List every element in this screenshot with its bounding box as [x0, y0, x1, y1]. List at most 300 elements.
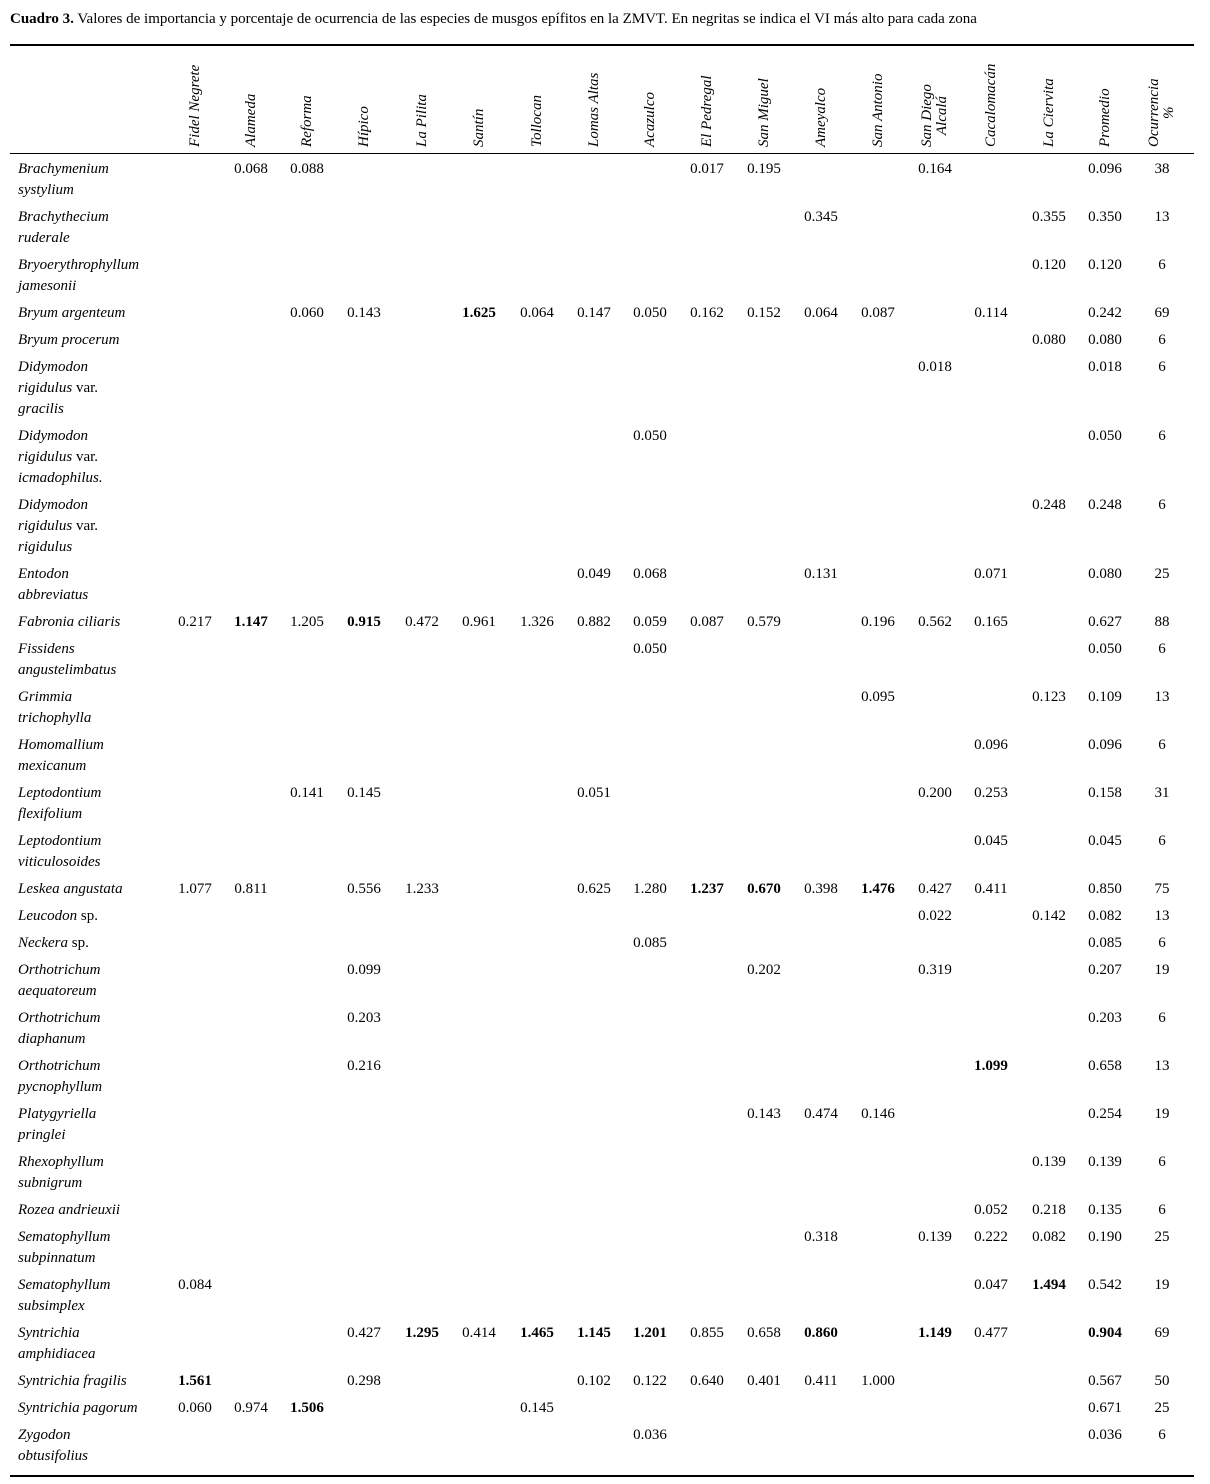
value-cell: 0.085	[1088, 935, 1122, 951]
column-header-row	[0, 45, 1210, 153]
table-row	[0, 251, 1210, 299]
species-name-line	[18, 1077, 168, 1098]
value-cell: 0.355	[1032, 209, 1066, 225]
value-cell: 69	[1154, 1325, 1170, 1341]
value-cell: 0.254	[1088, 1106, 1122, 1122]
value-cell: 1.237	[690, 881, 724, 897]
value-cell: 1.201	[633, 1325, 667, 1341]
species-name-italic: Leptodontium	[18, 785, 102, 801]
value-cell: 0.472	[405, 614, 439, 630]
species-name	[18, 1152, 168, 1194]
column-header: Cacalomacán	[982, 63, 999, 147]
value-cell: 13	[1154, 689, 1170, 705]
value-cell: 19	[1154, 1106, 1170, 1122]
species-name-italic: Brachymenium	[18, 161, 109, 177]
value-cell: 0.050	[1088, 428, 1122, 444]
species-name-line	[18, 879, 168, 900]
species-name	[18, 330, 168, 351]
species-name-line	[18, 639, 168, 660]
value-cell: 0.109	[1088, 689, 1122, 705]
species-name	[18, 960, 168, 1002]
value-cell: 6	[1158, 1427, 1166, 1443]
species-name-italic: jamesonii	[18, 278, 77, 294]
species-name	[18, 1371, 168, 1392]
value-cell: 0.120	[1088, 257, 1122, 273]
species-name-italic: Brachythecium	[18, 209, 109, 225]
species-name	[18, 255, 168, 297]
value-cell: 0.350	[1088, 209, 1122, 225]
column-header: Hípico	[355, 106, 372, 147]
value-cell: 0.579	[747, 614, 781, 630]
table-row	[0, 155, 1210, 203]
value-cell: 6	[1158, 1010, 1166, 1026]
caption-label: Cuadro 3.	[10, 11, 74, 27]
species-name-suffix: var.	[72, 380, 99, 396]
value-cell: 75	[1154, 881, 1170, 897]
species-name-line	[18, 1296, 168, 1317]
species-name-line	[18, 1056, 168, 1077]
value-cell: 0.627	[1088, 614, 1122, 630]
value-cell: 0.217	[178, 614, 212, 630]
table-row	[0, 1367, 1210, 1394]
value-cell: 0.082	[1032, 1229, 1066, 1245]
table-row	[0, 353, 1210, 422]
species-name-italic: diaphanum	[18, 1031, 86, 1047]
table-row	[0, 731, 1210, 779]
table-row	[0, 299, 1210, 326]
species-name-italic: Orthotrichum	[18, 962, 101, 978]
species-name-line	[18, 1323, 168, 1344]
species-name-line	[18, 303, 168, 324]
column-header: Alameda	[242, 93, 259, 147]
value-cell: 1.205	[290, 614, 324, 630]
species-name-italic: rigidulus	[18, 449, 73, 465]
species-name-line	[18, 1104, 168, 1125]
species-name	[18, 1398, 168, 1419]
value-cell: 0.120	[1032, 257, 1066, 273]
species-name-italic: flexifolium	[18, 806, 83, 822]
species-name-line	[18, 180, 168, 201]
value-cell: 0.141	[290, 785, 324, 801]
value-cell: 0.222	[974, 1229, 1008, 1245]
value-cell: 0.036	[1088, 1427, 1122, 1443]
value-cell: 13	[1154, 908, 1170, 924]
value-cell: 0.411	[804, 1373, 838, 1389]
value-cell: 0.195	[747, 161, 781, 177]
table-row	[0, 1052, 1210, 1100]
species-name	[18, 1104, 168, 1146]
column-header: Reforma	[298, 95, 315, 147]
value-cell: 0.050	[1088, 641, 1122, 657]
column-header: Promedio	[1096, 88, 1113, 147]
value-cell: 0.567	[1088, 1373, 1122, 1389]
value-cell: 1.561	[178, 1373, 212, 1389]
column-header: La Pilita	[413, 94, 430, 147]
value-cell: 1.295	[405, 1325, 439, 1341]
species-name-italic: Entodon	[18, 566, 69, 582]
value-cell: 0.401	[747, 1373, 781, 1389]
species-name	[18, 1227, 168, 1269]
species-name-line	[18, 447, 168, 468]
species-name-italic: Bryoerythrophyllum	[18, 257, 140, 273]
species-name-line	[18, 1371, 168, 1392]
value-cell: 6	[1158, 641, 1166, 657]
value-cell: 0.068	[633, 566, 667, 582]
value-cell: 6	[1158, 428, 1166, 444]
value-cell: 0.319	[918, 962, 952, 978]
value-cell: 0.143	[747, 1106, 781, 1122]
value-cell: 0.080	[1088, 566, 1122, 582]
value-cell: 6	[1158, 833, 1166, 849]
value-cell: 0.095	[861, 689, 895, 705]
value-cell: 0.915	[347, 614, 381, 630]
column-header: El Pedregal	[698, 75, 715, 147]
value-cell: 1.465	[520, 1325, 554, 1341]
value-cell: 0.640	[690, 1373, 724, 1389]
species-name-italic: Orthotrichum	[18, 1010, 101, 1026]
table-row	[0, 203, 1210, 251]
species-name-suffix: var.	[72, 449, 99, 465]
value-cell: 0.411	[974, 881, 1008, 897]
species-name-italic: aequatoreum	[18, 983, 97, 999]
value-cell: 0.068	[234, 161, 268, 177]
species-name-line	[18, 708, 168, 729]
species-name-italic: subpinnatum	[18, 1250, 96, 1266]
table-row	[0, 491, 1210, 560]
species-name-italic: Syntrichia pagorum	[18, 1400, 138, 1416]
table-row	[0, 929, 1210, 956]
bottom-rule	[10, 1475, 1194, 1477]
value-cell: 1.506	[290, 1400, 324, 1416]
species-name-italic: Rozea andrieuxii	[18, 1202, 121, 1218]
value-cell: 0.123	[1032, 689, 1066, 705]
species-name-line	[18, 1173, 168, 1194]
species-name-line	[18, 1227, 168, 1248]
species-name	[18, 1275, 168, 1317]
species-name-italic: Leskea angustata	[18, 881, 123, 897]
value-cell: 1.147	[234, 614, 268, 630]
species-name-italic: Didymodon	[18, 359, 88, 375]
value-cell: 0.242	[1088, 305, 1122, 321]
value-cell: 0.084	[178, 1277, 212, 1293]
value-cell: 1.280	[633, 881, 667, 897]
value-cell: 1.625	[462, 305, 496, 321]
table-row	[0, 1319, 1210, 1367]
table-row	[0, 635, 1210, 683]
species-name	[18, 735, 168, 777]
value-cell: 0.060	[290, 305, 324, 321]
value-cell: 0.018	[918, 359, 952, 375]
value-cell: 19	[1154, 962, 1170, 978]
value-cell: 0.474	[804, 1106, 838, 1122]
value-cell: 0.051	[577, 785, 611, 801]
value-cell: 13	[1154, 209, 1170, 225]
value-cell: 0.670	[747, 881, 781, 897]
species-name	[18, 1056, 168, 1098]
value-cell: 0.145	[347, 785, 381, 801]
species-name	[18, 1425, 168, 1467]
species-name-line	[18, 1425, 168, 1446]
caption-text: Valores de importancia y porcentaje de ocurrencia de las especies de musgos epífitos en la ZMVT. En negritas se indica el VI más alto para cada zona	[73, 11, 977, 27]
value-cell: 0.139	[1032, 1154, 1066, 1170]
value-cell: 0.216	[347, 1058, 381, 1074]
value-cell: 0.088	[290, 161, 324, 177]
species-name-line	[18, 1275, 168, 1296]
species-name-line	[18, 960, 168, 981]
table-row	[0, 1223, 1210, 1271]
value-cell: 0.658	[1088, 1058, 1122, 1074]
value-cell: 6	[1158, 1154, 1166, 1170]
value-cell: 0.671	[1088, 1400, 1122, 1416]
table-row	[0, 1004, 1210, 1052]
value-cell: 0.050	[633, 641, 667, 657]
species-name-italic: gracilis	[18, 401, 64, 417]
value-cell: 0.085	[633, 935, 667, 951]
species-name-line	[18, 378, 168, 399]
value-cell: 25	[1154, 566, 1170, 582]
value-cell: 0.139	[1088, 1154, 1122, 1170]
value-cell: 0.974	[234, 1400, 268, 1416]
species-name-italic: Sematophyllum	[18, 1229, 111, 1245]
species-name-line	[18, 1248, 168, 1269]
column-header: San Antonio	[869, 73, 886, 147]
value-cell: 0.045	[1088, 833, 1122, 849]
value-cell: 0.064	[804, 305, 838, 321]
value-cell: 0.036	[633, 1427, 667, 1443]
species-name-suffix: sp.	[77, 908, 99, 924]
value-cell: 0.477	[974, 1325, 1008, 1341]
species-name-line	[18, 933, 168, 954]
species-name-italic: rigidulus	[18, 539, 73, 555]
species-name-suffix: var.	[72, 518, 99, 534]
species-name-italic: Rhexophyllum	[18, 1154, 104, 1170]
species-name	[18, 879, 168, 900]
value-cell: 0.556	[347, 881, 381, 897]
species-name	[18, 303, 168, 324]
value-cell: 25	[1154, 1400, 1170, 1416]
species-name	[18, 159, 168, 201]
species-name-italic: abbreviatus	[18, 587, 89, 603]
value-cell: 0.202	[747, 962, 781, 978]
species-name	[18, 612, 168, 633]
value-cell: 1.494	[1032, 1277, 1066, 1293]
value-cell: 0.022	[918, 908, 952, 924]
value-cell: 0.165	[974, 614, 1008, 630]
table-row	[0, 1271, 1210, 1319]
value-cell: 1.326	[520, 614, 554, 630]
species-name-italic: Bryum argenteum	[18, 305, 126, 321]
column-header: Acazulco	[641, 92, 658, 147]
species-name-italic: Fissidens	[18, 641, 75, 657]
value-cell: 1.000	[861, 1373, 895, 1389]
species-name-italic: Didymodon	[18, 428, 88, 444]
species-name-line	[18, 735, 168, 756]
value-cell: 0.427	[918, 881, 952, 897]
value-cell: 0.096	[974, 737, 1008, 753]
species-name	[18, 564, 168, 606]
value-cell: 0.860	[804, 1325, 838, 1341]
value-cell: 0.071	[974, 566, 1008, 582]
value-cell: 50	[1154, 1373, 1170, 1389]
value-cell: 0.414	[462, 1325, 496, 1341]
species-name-line	[18, 1152, 168, 1173]
value-cell: 38	[1154, 161, 1170, 177]
species-name-line	[18, 537, 168, 558]
value-cell: 6	[1158, 1202, 1166, 1218]
species-name-line	[18, 495, 168, 516]
species-name	[18, 783, 168, 825]
value-cell: 0.158	[1088, 785, 1122, 801]
species-name-italic: Bryum procerum	[18, 332, 120, 348]
value-cell: 0.190	[1088, 1229, 1122, 1245]
value-cell: 0.059	[633, 614, 667, 630]
value-cell: 0.017	[690, 161, 724, 177]
species-name-italic: subnigrum	[18, 1175, 83, 1191]
species-name-line	[18, 804, 168, 825]
species-name-line	[18, 852, 168, 873]
value-cell: 0.045	[974, 833, 1008, 849]
table-row	[0, 827, 1210, 875]
table-row	[0, 902, 1210, 929]
table-row	[0, 875, 1210, 902]
species-name-line	[18, 276, 168, 297]
species-name-line	[18, 564, 168, 585]
species-name-line	[18, 468, 168, 489]
species-name-line	[18, 612, 168, 633]
species-name-line	[18, 687, 168, 708]
value-cell: 0.139	[918, 1229, 952, 1245]
species-name-italic: rigidulus	[18, 518, 73, 534]
value-cell: 31	[1154, 785, 1170, 801]
value-cell: 0.542	[1088, 1277, 1122, 1293]
value-cell: 0.904	[1088, 1325, 1122, 1341]
value-cell: 0.207	[1088, 962, 1122, 978]
value-cell: 0.122	[633, 1373, 667, 1389]
species-name-line	[18, 357, 168, 378]
value-cell: 0.052	[974, 1202, 1008, 1218]
species-name-line	[18, 1125, 168, 1146]
value-cell: 6	[1158, 737, 1166, 753]
column-header: San Miguel	[755, 78, 772, 147]
value-cell: 6	[1158, 359, 1166, 375]
table-row	[0, 608, 1210, 635]
value-cell: 0.152	[747, 305, 781, 321]
value-cell: 0.064	[520, 305, 554, 321]
value-cell: 0.050	[633, 305, 667, 321]
species-name	[18, 1008, 168, 1050]
value-cell: 0.142	[1032, 908, 1066, 924]
value-cell: 1.149	[918, 1325, 952, 1341]
table-row	[0, 1421, 1210, 1469]
table-row	[0, 422, 1210, 491]
value-cell: 0.318	[804, 1229, 838, 1245]
value-cell: 1.145	[577, 1325, 611, 1341]
species-name	[18, 933, 168, 954]
column-header: San Diego Alcalá	[919, 84, 950, 147]
species-name-italic: viticulosoides	[18, 854, 101, 870]
species-name-line	[18, 1398, 168, 1419]
value-cell: 0.049	[577, 566, 611, 582]
value-cell: 6	[1158, 497, 1166, 513]
column-header: La Ciervita	[1040, 78, 1057, 147]
species-name-italic: rigidulus	[18, 380, 73, 396]
value-cell: 0.658	[747, 1325, 781, 1341]
value-cell: 19	[1154, 1277, 1170, 1293]
value-cell: 0.050	[633, 428, 667, 444]
species-name	[18, 639, 168, 681]
header-rule	[10, 153, 1194, 154]
species-name-italic: systylium	[18, 182, 74, 198]
value-cell: 0.850	[1088, 881, 1122, 897]
value-cell: 0.562	[918, 614, 952, 630]
value-cell: 0.164	[918, 161, 952, 177]
species-name-italic: ruderale	[18, 230, 70, 246]
species-name-line	[18, 756, 168, 777]
table-row	[0, 683, 1210, 731]
value-cell: 0.248	[1032, 497, 1066, 513]
value-cell: 13	[1154, 1058, 1170, 1074]
value-cell: 0.253	[974, 785, 1008, 801]
value-cell: 88	[1154, 614, 1170, 630]
species-name-italic: amphidiacea	[18, 1346, 96, 1362]
species-name-italic: angustelimbatus	[18, 662, 117, 678]
species-name	[18, 426, 168, 489]
species-name-italic: Homomallium	[18, 737, 104, 753]
value-cell: 0.087	[861, 305, 895, 321]
species-name-italic: Didymodon	[18, 497, 88, 513]
species-name-line	[18, 1344, 168, 1365]
species-name-italic: Platygyriella	[18, 1106, 97, 1122]
table-row	[0, 326, 1210, 353]
column-header: Ocurrencia %	[1146, 78, 1177, 147]
species-name-suffix: sp.	[67, 935, 89, 951]
species-name-italic: Orthotrichum	[18, 1058, 101, 1074]
species-name-line	[18, 255, 168, 276]
species-name-line	[18, 906, 168, 927]
table-row	[0, 1148, 1210, 1196]
value-cell: 1.077	[178, 881, 212, 897]
value-cell: 0.162	[690, 305, 724, 321]
value-cell: 6	[1158, 257, 1166, 273]
species-name-italic: Leptodontium	[18, 833, 102, 849]
value-cell: 0.131	[804, 566, 838, 582]
species-name	[18, 357, 168, 420]
value-cell: 0.298	[347, 1373, 381, 1389]
column-header: Tollocan	[528, 95, 545, 147]
value-cell: 0.146	[861, 1106, 895, 1122]
species-name-line	[18, 516, 168, 537]
value-cell: 0.248	[1088, 497, 1122, 513]
value-cell: 0.080	[1032, 332, 1066, 348]
species-name-line	[18, 1446, 168, 1467]
species-name	[18, 207, 168, 249]
species-name	[18, 687, 168, 729]
species-name-italic: Syntrichia fragilis	[18, 1373, 127, 1389]
value-cell: 0.218	[1032, 1202, 1066, 1218]
table-row	[0, 956, 1210, 1004]
species-name-italic: subsimplex	[18, 1298, 85, 1314]
value-cell: 0.102	[577, 1373, 611, 1389]
value-cell: 0.203	[1088, 1010, 1122, 1026]
species-name-line	[18, 330, 168, 351]
species-name-line	[18, 1200, 168, 1221]
column-header: Fidel Negrete	[186, 64, 203, 147]
species-name-line	[18, 228, 168, 249]
value-cell: 0.200	[918, 785, 952, 801]
species-name-line	[18, 981, 168, 1002]
value-cell: 69	[1154, 305, 1170, 321]
value-cell: 0.047	[974, 1277, 1008, 1293]
